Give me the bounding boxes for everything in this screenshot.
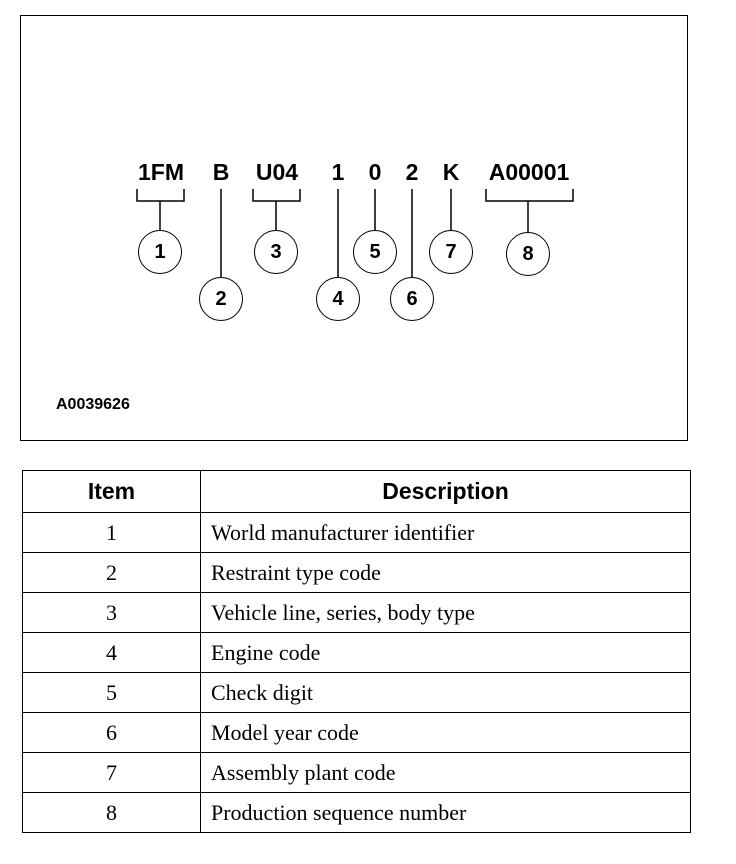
legend-header-row <box>23 471 691 513</box>
vin-part-plant: K <box>442 159 460 185</box>
item-number: 8 <box>23 793 201 833</box>
item-number: 3 <box>23 593 201 633</box>
vin-part-sequence: A00001 <box>488 159 570 185</box>
item-description: Check digit <box>201 673 691 713</box>
item-number: 6 <box>23 713 201 753</box>
callout-7: 7 <box>429 230 473 274</box>
table-row <box>23 593 691 633</box>
bracket-u04 <box>253 189 300 201</box>
item-description: World manufacturer identifier <box>201 513 691 553</box>
vin-part-check-digit: 0 <box>368 159 382 185</box>
callout-4: 4 <box>316 277 360 321</box>
item-description: Vehicle line, series, body type <box>201 593 691 633</box>
table-row <box>23 753 691 793</box>
bracket-a00001 <box>486 189 573 201</box>
vin-part-wmi: 1FM <box>138 159 184 185</box>
figure-id: A0039626 <box>56 396 130 413</box>
table-row <box>23 633 691 673</box>
column-header-description: Description <box>201 471 691 513</box>
bracket-1fm <box>137 189 184 201</box>
callout-5: 5 <box>353 230 397 274</box>
item-number: 2 <box>23 553 201 593</box>
table-row <box>23 553 691 593</box>
table-row <box>23 713 691 753</box>
callout-2: 2 <box>199 277 243 321</box>
vin-part-engine: 1 <box>331 159 345 185</box>
legend-table <box>22 470 691 833</box>
column-header-item: Item <box>23 471 201 513</box>
item-number: 1 <box>23 513 201 553</box>
callout-6: 6 <box>390 277 434 321</box>
vin-part-line-series-body: U04 <box>255 159 299 185</box>
item-description: Engine code <box>201 633 691 673</box>
callout-3: 3 <box>254 230 298 274</box>
callout-8: 8 <box>506 232 550 276</box>
item-number: 5 <box>23 673 201 713</box>
vin-part-restraint: B <box>212 159 230 185</box>
table-row <box>23 513 691 553</box>
item-description: Model year code <box>201 713 691 753</box>
item-description: Production sequence number <box>201 793 691 833</box>
item-number: 4 <box>23 633 201 673</box>
item-number: 7 <box>23 753 201 793</box>
table-row <box>23 673 691 713</box>
item-description: Assembly plant code <box>201 753 691 793</box>
vin-part-model-year: 2 <box>405 159 419 185</box>
item-description: Restraint type code <box>201 553 691 593</box>
callout-1: 1 <box>138 230 182 274</box>
table-row <box>23 793 691 833</box>
